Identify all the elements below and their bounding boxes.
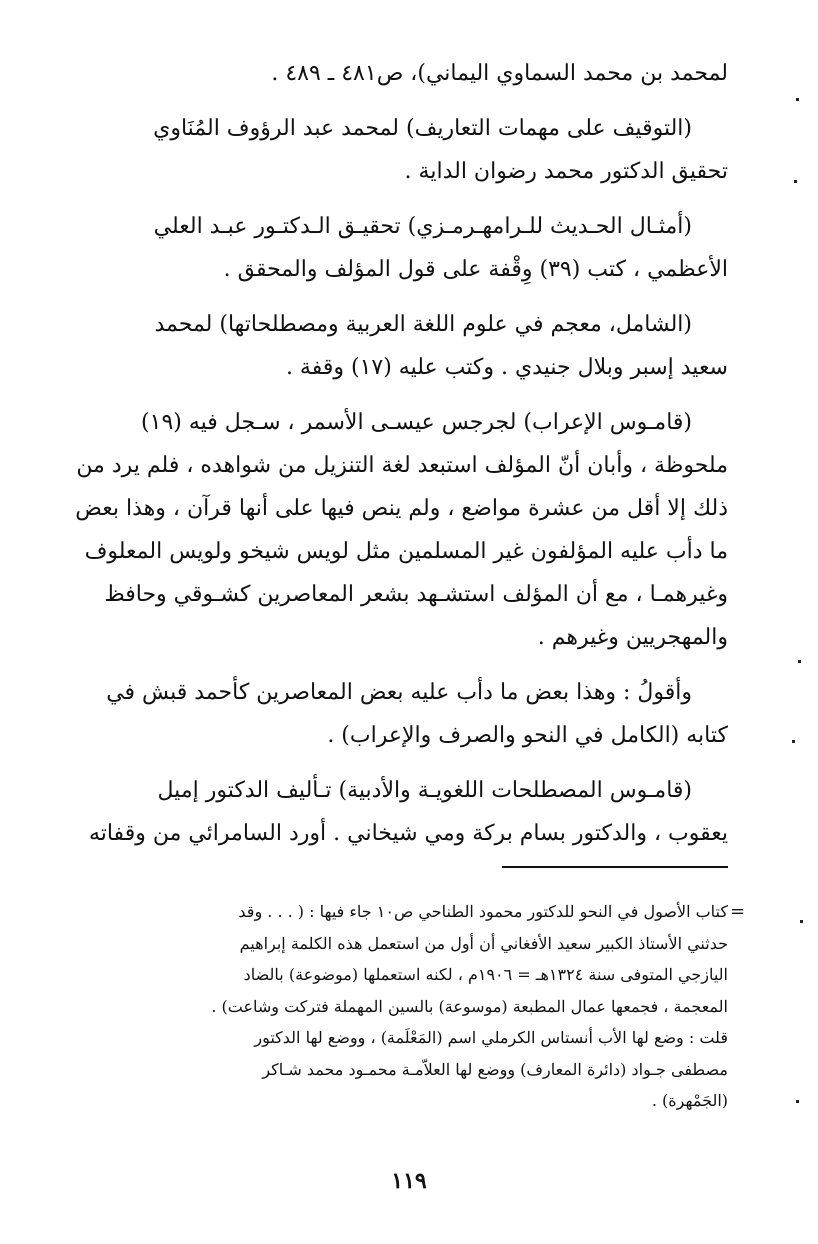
- text-line: ما دأب عليه المؤلفون غير المسلمين مثل لويس شيخو ولويس المعلوف: [84, 539, 728, 564]
- text-line: يعقوب ، والدكتور بسام بركة ومي شيخاني . أورد السامرائي من وقفاته: [88, 821, 728, 846]
- text-line: (الشامل، معجم في علوم اللغة العربية ومصطلحاتها) لمحمد: [154, 312, 692, 337]
- text-line: وغيرهمـا ، مع أن المؤلف استشـهد بشعر المعاصرين كشـوقي وحافظ: [104, 582, 728, 607]
- text-line: ملحوظة ، وأبان أنّ المؤلف استبعد لغة التنزيل من شواهده ، فلم يرد من: [76, 453, 728, 478]
- entry: [52, 205, 728, 291]
- main-text: [52, 52, 728, 867]
- text-line: سعيد إسبر وبلال جنيدي . وكتب عليه (١٧) وقفة .: [285, 355, 728, 380]
- scan-speck: [794, 180, 797, 183]
- text-line: (أمثـال الحـديث للـرامهـرمـزي) تحقيـق الـدكتـور عبـد العلي: [153, 214, 692, 239]
- entry: [52, 107, 728, 193]
- entry: [52, 401, 728, 659]
- scan-speck: [800, 920, 803, 923]
- footnote-line: قلت : وضع لها الأب أنستاس الكرملي اسم (المَعْلَمة) ، ووضع لها الدكتور: [254, 1028, 728, 1047]
- footnote-separator: [502, 866, 728, 868]
- footnote-line: المعجمة ، فجمعها عمال المطبعة (موسوعة) بالسين المهملة فتركت وشاعت) .: [211, 996, 728, 1016]
- entry: [52, 52, 728, 95]
- text-line: (قامـوس الإعراب) لجرجس عيسـى الأسمر ، سـجل فيه (١٩): [141, 410, 692, 435]
- entry: [52, 671, 728, 757]
- footnote-line: اليازجي المتوفى سنة ١٣٢٤هـ = ١٩٠٦م ، لكنه استعملها (موضوعة) بالضاد: [243, 965, 728, 984]
- scan-speck: [796, 1100, 799, 1103]
- scan-speck: [796, 98, 799, 101]
- scan-speck: [798, 660, 801, 663]
- entry: [52, 303, 728, 389]
- text-line: كتابه (الكامل في النحو والصرف والإعراب) .: [327, 723, 728, 748]
- text-line: (قامـوس المصطلحات اللغويـة والأدبية) تـأليف الدكتور إميل: [157, 778, 692, 803]
- entry: [52, 769, 728, 855]
- footnote-line: حدثني الأستاذ الكبير سعيد الأفغاني أن أول من استعمل هذه الكلمة إبراهيم: [239, 933, 728, 953]
- footnote-continuation-marker: =: [730, 901, 746, 922]
- page-number: ١١٩: [391, 1168, 427, 1194]
- footnote-line: كتاب الأصول في النحو للدكتور محمود الطناحي ص١٠ جاء فيها : ( . . . وقد: [238, 902, 728, 921]
- scan-speck: [792, 740, 795, 743]
- text-line: الأعظمي ، كتب (٣٩) وِقْفة على قول المؤلف والمحقق .: [223, 257, 728, 282]
- text-line: والمهجريين وغيرهم .: [537, 625, 728, 650]
- footnote: [52, 896, 728, 1117]
- text-line: لمحمد بن محمد السماوي اليماني)، ص٤٨١ ـ ٤٨٩ .: [271, 61, 728, 86]
- footnote-line: (الجَمْهرة) .: [651, 1091, 728, 1110]
- footnote-line: مصطفى جـواد (دائرة المعارف) ووضع لها العلاّمـة محمـود محمد شـاكر: [262, 1059, 728, 1079]
- text-line: ذلك إلا أقل من عشرة مواضع ، ولم ينص فيها على أنها قرآن ، وهذا بعض: [75, 496, 728, 521]
- text-line: وأقولُ : وهذا بعض ما دأب عليه بعض المعاصرين كأحمد قبش في: [106, 680, 692, 705]
- text-line: (التوقيف على مهمات التعاريف) لمحمد عبد الرؤوف المُنَاوي: [153, 116, 692, 141]
- text-line: تحقيق الدكتور محمد رضوان الداية .: [404, 159, 728, 184]
